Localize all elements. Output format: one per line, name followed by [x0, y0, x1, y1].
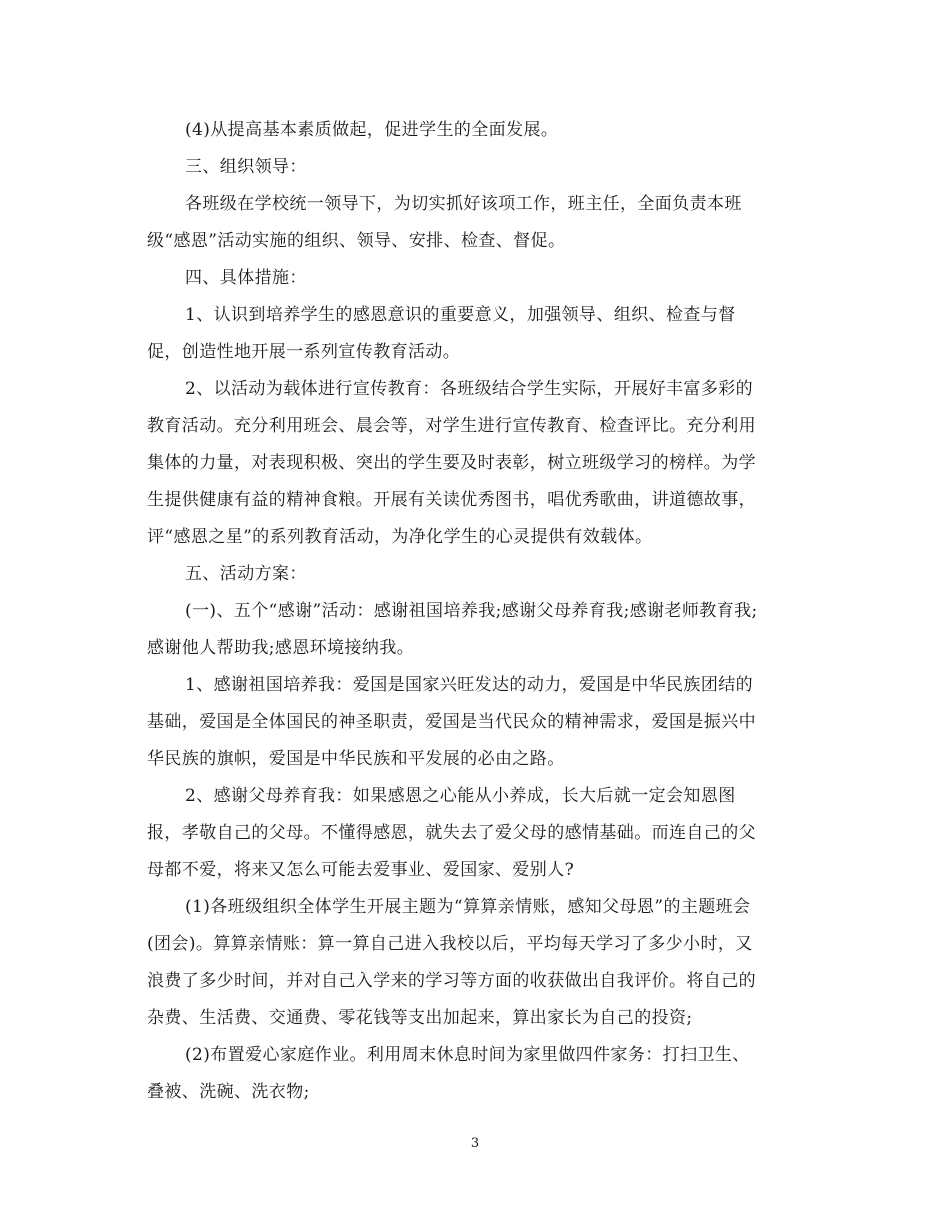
section-heading: 五、活动方案：	[185, 564, 307, 584]
text-line: 评“感恩之星”的系列教育活动，为净化学生的心灵提供有效载体。	[147, 527, 653, 547]
text-line: 报，孝敬自己的父母。不懂得感恩，就失去了爱父母的感情基础。而连自己的父	[147, 823, 756, 843]
text-line: 杂费、生活费、交通费、零花钱等支出加起来，算出家长为自己的投资;	[147, 1008, 693, 1028]
text-line: 1、感谢祖国培养我：爱国是国家兴旺发达的动力，爱国是中华民族团结的	[185, 675, 754, 695]
text-line: 叠被、洗碗、洗衣物;	[147, 1082, 310, 1102]
section-heading: 三、组织领导：	[185, 157, 307, 177]
text-line: 生提供健康有益的精神食粮。开展有关读优秀图书，唱优秀歌曲，讲道德故事，	[147, 490, 756, 510]
text-line: 集体的力量，对表现积极、突出的学生要及时表彰，树立班级学习的榜样。为学	[147, 453, 756, 473]
text-line: 2、感谢父母养育我：如果感恩之心能从小养成，长大后就一定会知恩图	[185, 786, 736, 806]
text-line: 2、以活动为载体进行宣传教育：各班级结合学生实际，开展好丰富多彩的	[185, 379, 754, 399]
text-line: 基础，爱国是全体国民的神圣职责，爱国是当代民众的精神需求，爱国是振兴中	[147, 712, 756, 732]
text-line: 级“感恩”活动实施的组织、领导、安排、检查、督促。	[147, 231, 566, 251]
page-number: 3	[470, 1136, 480, 1151]
text-line: 浪费了多少时间，并对自己入学来的学习等方面的收获做出自我评价。将自己的	[147, 971, 756, 991]
text-line: (2)布置爱心家庭作业。利用周末休息时间为家里做四件家务：打扫卫生、	[185, 1045, 750, 1065]
text-line: (1)各班级组织全体学生开展主题为“算算亲情账，感知父母恩”的主题班会	[185, 897, 751, 917]
text-line: 1、认识到培养学生的感恩意识的重要意义，加强领导、组织、检查与督	[185, 305, 736, 325]
text-line: 促，创造性地开展一系列宣传教育活动。	[147, 342, 461, 362]
text-line: 母都不爱，将来又怎么可能去爱事业、爱国家、爱别人?	[147, 860, 575, 880]
text-line: 各班级在学校统一领导下，为切实抓好该项工作，班主任，全面负责本班	[185, 194, 742, 214]
text-line: (一)、五个“感谢”活动：感谢祖国培养我;感谢父母养育我;感谢老师教育我;	[185, 601, 758, 621]
text-line: (团会)。算算亲情账：算一算自己进入我校以后，平均每天学习了多少小时，又	[147, 934, 753, 954]
text-line: 华民族的旗帜，爱国是中华民族和平发展的必由之路。	[147, 749, 565, 769]
section-heading: 四、具体措施：	[185, 268, 307, 288]
text-line: 教育活动。充分利用班会、晨会等，对学生进行宣传教育、检查评比。充分利用	[147, 416, 756, 436]
text-line: 感谢他人帮助我;感恩环境接纳我。	[147, 638, 415, 658]
text-line: (4)从提高基本素质做起，促进学生的全面发展。	[185, 120, 559, 140]
